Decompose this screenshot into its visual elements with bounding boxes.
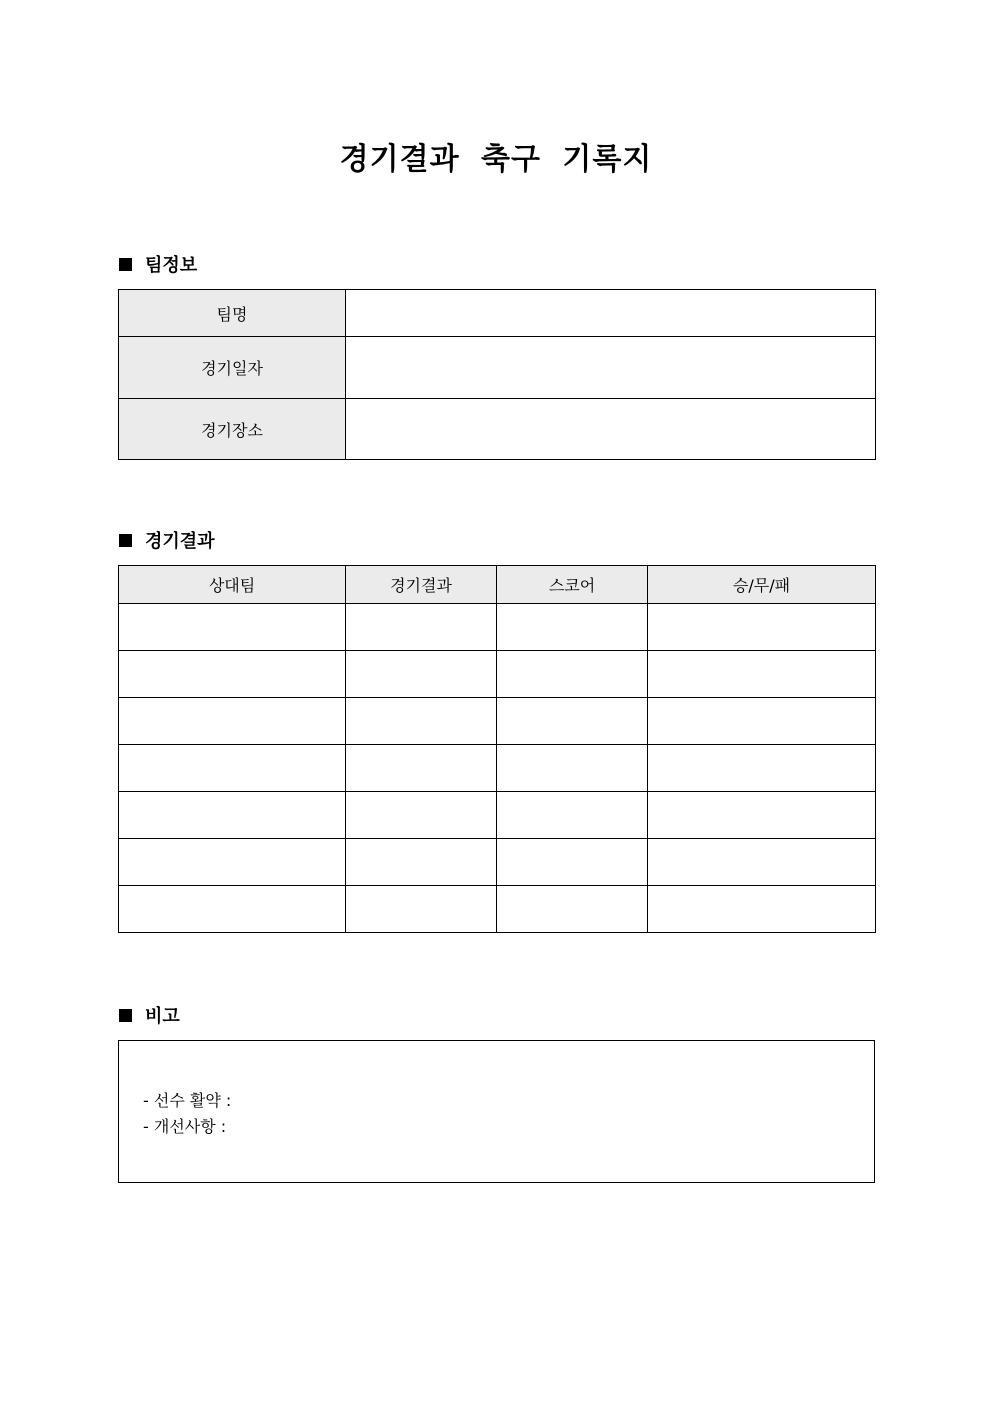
score-cell[interactable]	[497, 745, 648, 792]
win-draw-loss-cell[interactable]	[648, 651, 876, 698]
opponent-cell[interactable]	[119, 745, 346, 792]
result-cell[interactable]	[346, 745, 497, 792]
match-date-field[interactable]	[346, 337, 876, 399]
score-cell[interactable]	[497, 651, 648, 698]
table-row	[119, 886, 876, 933]
match-venue-label: 경기장소	[119, 399, 346, 460]
opponent-cell[interactable]	[119, 604, 346, 651]
win-draw-loss-cell[interactable]	[648, 604, 876, 651]
result-cell[interactable]	[346, 839, 497, 886]
table-row	[119, 792, 876, 839]
column-header-win-draw-loss: 승/무/패	[648, 566, 876, 604]
match-venue-row	[119, 399, 876, 460]
table-row	[119, 698, 876, 745]
square-bullet-icon	[119, 258, 132, 271]
team-name-field[interactable]	[346, 290, 876, 337]
opponent-cell[interactable]	[119, 886, 346, 933]
results-heading	[119, 528, 215, 552]
team-name-row	[119, 290, 876, 337]
column-header-opponent: 상대팀	[119, 566, 346, 604]
table-row	[119, 604, 876, 651]
match-date-row	[119, 337, 876, 399]
results-header-row	[119, 566, 876, 604]
match-date-label: 경기일자	[119, 337, 346, 399]
opponent-cell[interactable]	[119, 651, 346, 698]
column-header-score: 스코어	[497, 566, 648, 604]
results-heading-label: 경기결과	[145, 531, 215, 552]
score-cell[interactable]	[497, 698, 648, 745]
score-cell[interactable]	[497, 604, 648, 651]
result-cell[interactable]	[346, 886, 497, 933]
results-table	[118, 565, 876, 933]
table-row	[119, 745, 876, 792]
win-draw-loss-cell[interactable]	[648, 698, 876, 745]
result-cell[interactable]	[346, 651, 497, 698]
result-cell[interactable]	[346, 698, 497, 745]
team-info-heading-label: 팀정보	[145, 255, 198, 276]
win-draw-loss-cell[interactable]	[648, 839, 876, 886]
opponent-cell[interactable]	[119, 839, 346, 886]
remarks-heading	[119, 1003, 180, 1027]
page-title: 경기결과 축구 기록지	[339, 142, 653, 177]
remark-improvements: - 개선사항 :	[143, 1117, 227, 1136]
table-row	[119, 651, 876, 698]
win-draw-loss-cell[interactable]	[648, 745, 876, 792]
score-cell[interactable]	[497, 886, 648, 933]
opponent-cell[interactable]	[119, 792, 346, 839]
team-info-table	[118, 289, 876, 460]
match-venue-field[interactable]	[346, 399, 876, 460]
square-bullet-icon	[119, 1009, 132, 1022]
column-header-result: 경기결과	[346, 566, 497, 604]
result-cell[interactable]	[346, 604, 497, 651]
remarks-box[interactable]	[118, 1040, 875, 1183]
remark-player-performance: - 선수 활약 :	[143, 1091, 232, 1110]
square-bullet-icon	[119, 534, 132, 547]
team-info-heading	[119, 252, 197, 276]
win-draw-loss-cell[interactable]	[648, 792, 876, 839]
team-name-label: 팀명	[119, 290, 346, 337]
opponent-cell[interactable]	[119, 698, 346, 745]
win-draw-loss-cell[interactable]	[648, 886, 876, 933]
score-cell[interactable]	[497, 839, 648, 886]
result-cell[interactable]	[346, 792, 497, 839]
remarks-heading-label: 비고	[145, 1006, 180, 1027]
score-cell[interactable]	[497, 792, 648, 839]
table-row	[119, 839, 876, 886]
